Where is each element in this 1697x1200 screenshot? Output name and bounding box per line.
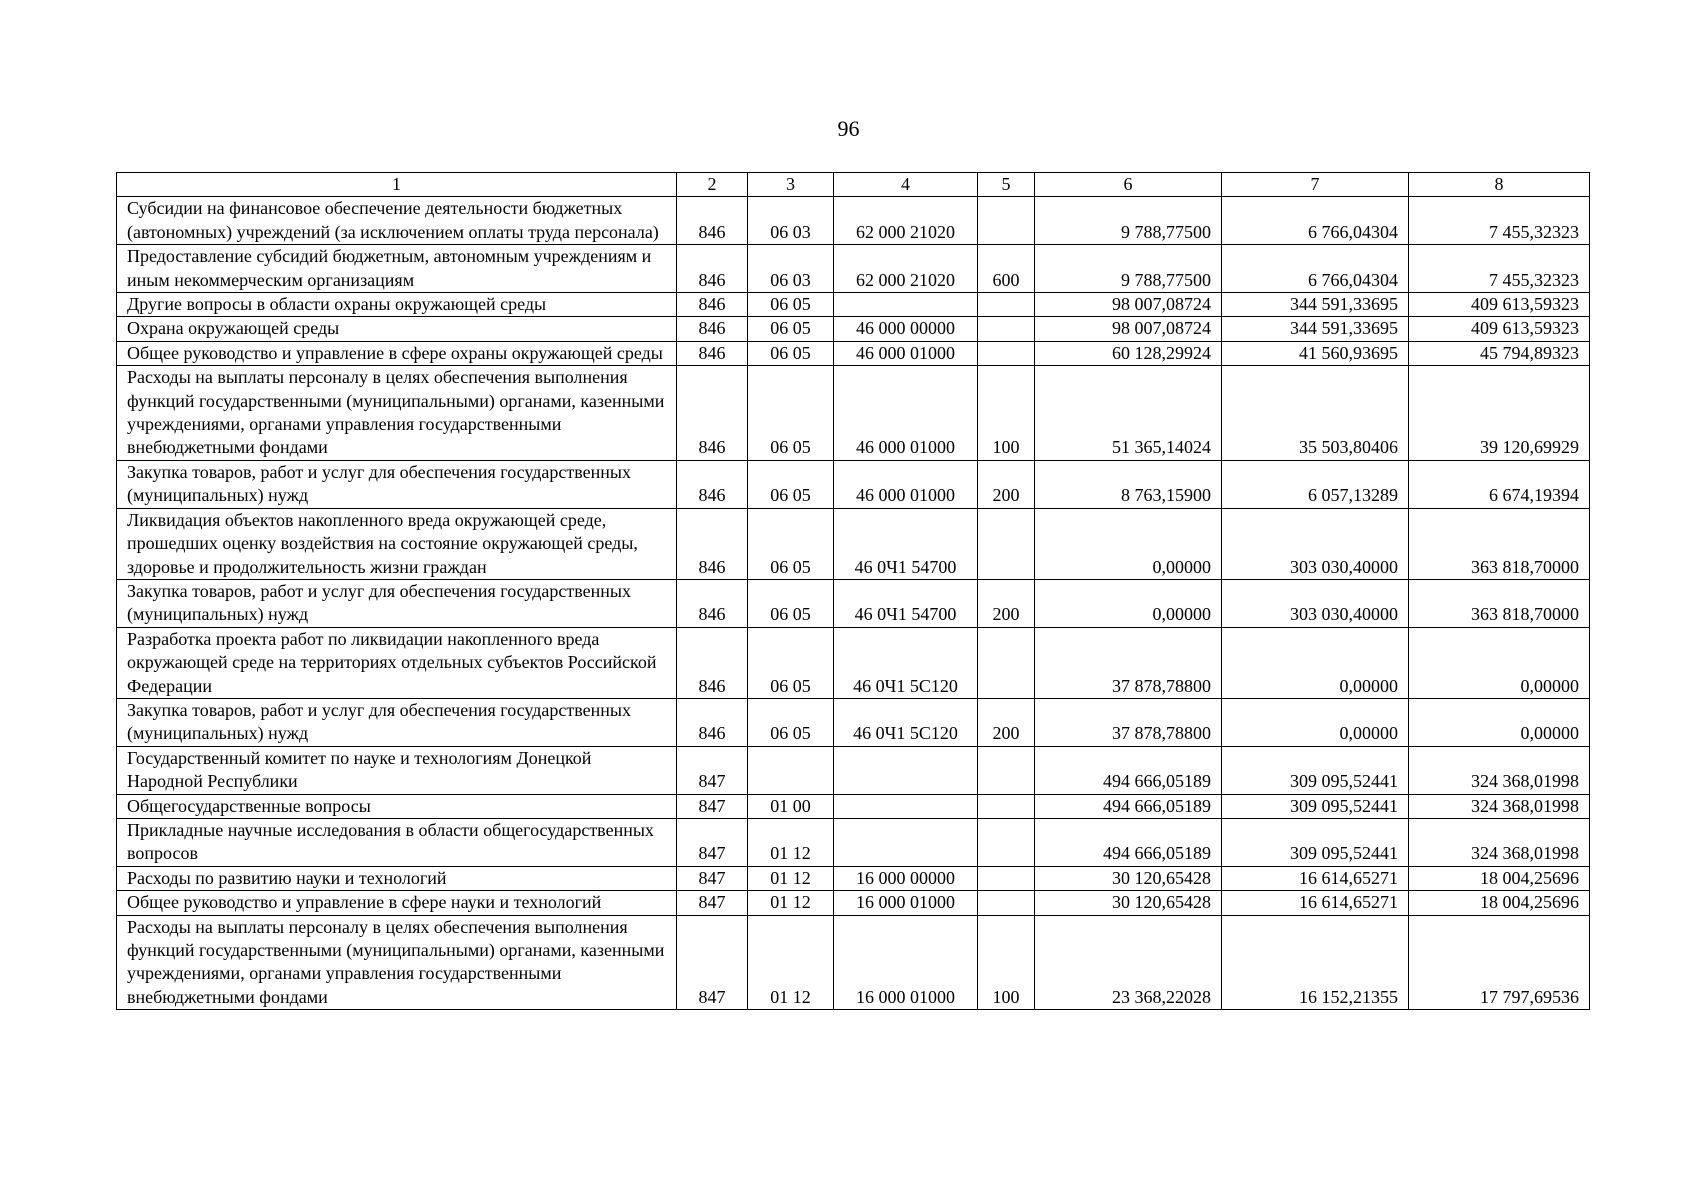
amount-col7-cell: 309 095,52441 [1222, 746, 1409, 794]
table-row [117, 818, 1590, 866]
header-cell: 3 [748, 173, 834, 197]
header-cell: 5 [978, 173, 1035, 197]
header-cell: 8 [1409, 173, 1590, 197]
amount-col6-cell: 0,00000 [1035, 579, 1222, 627]
department-code-cell: 847 [677, 891, 748, 915]
amount-col8-cell: 7 455,32323 [1409, 197, 1590, 245]
amount-col6-cell: 30 120,65428 [1035, 866, 1222, 890]
article-code-cell: 62 000 21020 [834, 245, 978, 293]
amount-col8-cell: 17 797,69536 [1409, 915, 1590, 1010]
section-code-cell: 01 00 [748, 794, 834, 818]
expense-type-cell [978, 866, 1035, 890]
department-code-cell: 847 [677, 794, 748, 818]
article-code-cell [834, 818, 978, 866]
amount-col7-cell: 6 766,04304 [1222, 197, 1409, 245]
amount-col8-cell: 45 794,89323 [1409, 341, 1590, 365]
section-code-cell: 06 05 [748, 293, 834, 317]
table-row [117, 579, 1590, 627]
amount-col8-cell: 18 004,25696 [1409, 891, 1590, 915]
article-code-cell: 46 000 01000 [834, 341, 978, 365]
department-code-cell: 846 [677, 508, 748, 579]
item-name-cell: Охрана окружающей среды [117, 317, 677, 341]
header-cell: 6 [1035, 173, 1222, 197]
header-cell: 4 [834, 173, 978, 197]
amount-col8-cell: 39 120,69929 [1409, 366, 1590, 461]
expense-type-cell [978, 818, 1035, 866]
amount-col7-cell: 309 095,52441 [1222, 818, 1409, 866]
department-code-cell: 846 [677, 293, 748, 317]
expense-type-cell [978, 341, 1035, 365]
article-code-cell: 46 000 00000 [834, 317, 978, 341]
expense-type-cell: 100 [978, 915, 1035, 1010]
table-row [117, 197, 1590, 245]
department-code-cell: 846 [677, 341, 748, 365]
amount-col7-cell: 0,00000 [1222, 698, 1409, 746]
expense-type-cell [978, 746, 1035, 794]
expense-type-cell [978, 508, 1035, 579]
table-row [117, 460, 1590, 508]
amount-col8-cell: 324 368,01998 [1409, 746, 1590, 794]
amount-col6-cell: 60 128,29924 [1035, 341, 1222, 365]
table-row [117, 891, 1590, 915]
amount-col8-cell: 324 368,01998 [1409, 794, 1590, 818]
article-code-cell: 46 000 01000 [834, 460, 978, 508]
amount-col6-cell: 494 666,05189 [1035, 794, 1222, 818]
article-code-cell: 46 000 01000 [834, 366, 978, 461]
department-code-cell: 846 [677, 627, 748, 698]
article-code-cell: 16 000 01000 [834, 915, 978, 1010]
expense-type-cell: 100 [978, 366, 1035, 461]
section-code-cell [748, 746, 834, 794]
page-number: 96 [837, 116, 860, 141]
expense-type-cell [978, 197, 1035, 245]
department-code-cell: 846 [677, 366, 748, 461]
table-row [117, 293, 1590, 317]
item-name-cell: Расходы на выплаты персоналу в целях обеспечения выполнения функций государственными (муниципальными) органами, казенными учреждениями, органами управления государственными внебюджетными фондами [117, 366, 677, 461]
amount-col6-cell: 8 763,15900 [1035, 460, 1222, 508]
department-code-cell: 847 [677, 866, 748, 890]
item-name-cell: Закупка товаров, работ и услуг для обеспечения государственных (муниципальных) нужд [117, 460, 677, 508]
amount-col6-cell: 9 788,77500 [1035, 197, 1222, 245]
amount-col8-cell: 363 818,70000 [1409, 579, 1590, 627]
header-cell: 7 [1222, 173, 1409, 197]
amount-col6-cell: 23 368,22028 [1035, 915, 1222, 1010]
amount-col8-cell: 363 818,70000 [1409, 508, 1590, 579]
amount-col8-cell: 6 674,19394 [1409, 460, 1590, 508]
section-code-cell: 06 03 [748, 197, 834, 245]
section-code-cell: 06 05 [748, 508, 834, 579]
table-row [117, 915, 1590, 1010]
item-name-cell: Предоставление субсидий бюджетным, автономным учреждениям и иным некоммерческим организациям [117, 245, 677, 293]
amount-col6-cell: 98 007,08724 [1035, 293, 1222, 317]
section-code-cell: 01 12 [748, 915, 834, 1010]
section-code-cell: 01 12 [748, 891, 834, 915]
amount-col7-cell: 16 152,21355 [1222, 915, 1409, 1010]
article-code-cell: 16 000 00000 [834, 866, 978, 890]
item-name-cell: Общее руководство и управление в сфере охраны окружающей среды [117, 341, 677, 365]
amount-col6-cell: 51 365,14024 [1035, 366, 1222, 461]
article-code-cell [834, 293, 978, 317]
table-row [117, 746, 1590, 794]
item-name-cell: Разработка проекта работ по ликвидации накопленного вреда окружающей среде на территориях отдельных субъектов Российской Федерации [117, 627, 677, 698]
amount-col7-cell: 41 560,93695 [1222, 341, 1409, 365]
amount-col6-cell: 37 878,78800 [1035, 698, 1222, 746]
section-code-cell: 01 12 [748, 866, 834, 890]
article-code-cell: 46 0Ч1 54700 [834, 579, 978, 627]
amount-col6-cell: 98 007,08724 [1035, 317, 1222, 341]
department-code-cell: 846 [677, 317, 748, 341]
amount-col8-cell: 409 613,59323 [1409, 293, 1590, 317]
department-code-cell: 846 [677, 197, 748, 245]
expense-type-cell: 600 [978, 245, 1035, 293]
item-name-cell: Расходы на выплаты персоналу в целях обеспечения выполнения функций государственными (муниципальными) органами, казенными учреждениями, органами управления государственными внебюджетными фондами [117, 915, 677, 1010]
expense-type-cell: 200 [978, 579, 1035, 627]
item-name-cell: Прикладные научные исследования в области общегосударственных вопросов [117, 818, 677, 866]
amount-col7-cell: 303 030,40000 [1222, 508, 1409, 579]
amount-col6-cell: 37 878,78800 [1035, 627, 1222, 698]
amount-col7-cell: 303 030,40000 [1222, 579, 1409, 627]
amount-col7-cell: 344 591,33695 [1222, 317, 1409, 341]
table-header [117, 173, 1590, 197]
article-code-cell: 46 0Ч1 5С120 [834, 627, 978, 698]
header-row [117, 173, 1590, 197]
department-code-cell: 846 [677, 698, 748, 746]
section-code-cell: 06 05 [748, 341, 834, 365]
section-code-cell: 06 05 [748, 460, 834, 508]
amount-col6-cell: 494 666,05189 [1035, 746, 1222, 794]
table-body [117, 197, 1590, 1010]
amount-col7-cell: 35 503,80406 [1222, 366, 1409, 461]
expense-type-cell [978, 627, 1035, 698]
amount-col7-cell: 16 614,65271 [1222, 891, 1409, 915]
article-code-cell [834, 746, 978, 794]
amount-col7-cell: 0,00000 [1222, 627, 1409, 698]
expense-type-cell [978, 891, 1035, 915]
section-code-cell: 06 05 [748, 698, 834, 746]
table-row [117, 508, 1590, 579]
item-name-cell: Другие вопросы в области охраны окружающей среды [117, 293, 677, 317]
amount-col8-cell: 324 368,01998 [1409, 818, 1590, 866]
amount-col7-cell: 16 614,65271 [1222, 866, 1409, 890]
table-row [117, 794, 1590, 818]
section-code-cell: 06 05 [748, 366, 834, 461]
table-row [117, 698, 1590, 746]
amount-col8-cell: 0,00000 [1409, 698, 1590, 746]
amount-col6-cell: 9 788,77500 [1035, 245, 1222, 293]
table-row [117, 341, 1590, 365]
amount-col7-cell: 6 766,04304 [1222, 245, 1409, 293]
header-cell: 2 [677, 173, 748, 197]
expense-type-cell [978, 293, 1035, 317]
department-code-cell: 846 [677, 245, 748, 293]
expense-type-cell: 200 [978, 460, 1035, 508]
item-name-cell: Государственный комитет по науке и технологиям Донецкой Народной Республики [117, 746, 677, 794]
article-code-cell: 46 0Ч1 54700 [834, 508, 978, 579]
item-name-cell: Субсидии на финансовое обеспечение деятельности бюджетных (автономных) учреждений (за исключением оплаты труда персонала) [117, 197, 677, 245]
amount-col7-cell: 344 591,33695 [1222, 293, 1409, 317]
amount-col8-cell: 18 004,25696 [1409, 866, 1590, 890]
article-code-cell [834, 794, 978, 818]
table-row [117, 317, 1590, 341]
section-code-cell: 06 03 [748, 245, 834, 293]
department-code-cell: 846 [677, 579, 748, 627]
amount-col7-cell: 6 057,13289 [1222, 460, 1409, 508]
expense-type-cell [978, 317, 1035, 341]
item-name-cell: Общегосударственные вопросы [117, 794, 677, 818]
amount-col8-cell: 0,00000 [1409, 627, 1590, 698]
item-name-cell: Закупка товаров, работ и услуг для обеспечения государственных (муниципальных) нужд [117, 698, 677, 746]
amount-col6-cell: 0,00000 [1035, 508, 1222, 579]
section-code-cell: 06 05 [748, 579, 834, 627]
amount-col8-cell: 409 613,59323 [1409, 317, 1590, 341]
amount-col8-cell: 7 455,32323 [1409, 245, 1590, 293]
expense-type-cell [978, 794, 1035, 818]
department-code-cell: 847 [677, 915, 748, 1010]
department-code-cell: 846 [677, 460, 748, 508]
table-row [117, 245, 1590, 293]
article-code-cell: 46 0Ч1 5С120 [834, 698, 978, 746]
amount-col6-cell: 30 120,65428 [1035, 891, 1222, 915]
header-cell: 1 [117, 173, 677, 197]
budget-table [116, 172, 1590, 1010]
table-row [117, 366, 1590, 461]
item-name-cell: Расходы по развитию науки и технологий [117, 866, 677, 890]
table-row [117, 627, 1590, 698]
item-name-cell: Ликвидация объектов накопленного вреда окружающей среде, прошедших оценку воздействия на состояние окружающей среды, здоровье и продолжительность жизни граждан [117, 508, 677, 579]
amount-col7-cell: 309 095,52441 [1222, 794, 1409, 818]
article-code-cell: 16 000 01000 [834, 891, 978, 915]
department-code-cell: 847 [677, 746, 748, 794]
item-name-cell: Общее руководство и управление в сфере науки и технологий [117, 891, 677, 915]
table-row [117, 866, 1590, 890]
amount-col6-cell: 494 666,05189 [1035, 818, 1222, 866]
section-code-cell: 06 05 [748, 317, 834, 341]
expense-type-cell: 200 [978, 698, 1035, 746]
article-code-cell: 62 000 21020 [834, 197, 978, 245]
department-code-cell: 847 [677, 818, 748, 866]
section-code-cell: 06 05 [748, 627, 834, 698]
item-name-cell: Закупка товаров, работ и услуг для обеспечения государственных (муниципальных) нужд [117, 579, 677, 627]
section-code-cell: 01 12 [748, 818, 834, 866]
